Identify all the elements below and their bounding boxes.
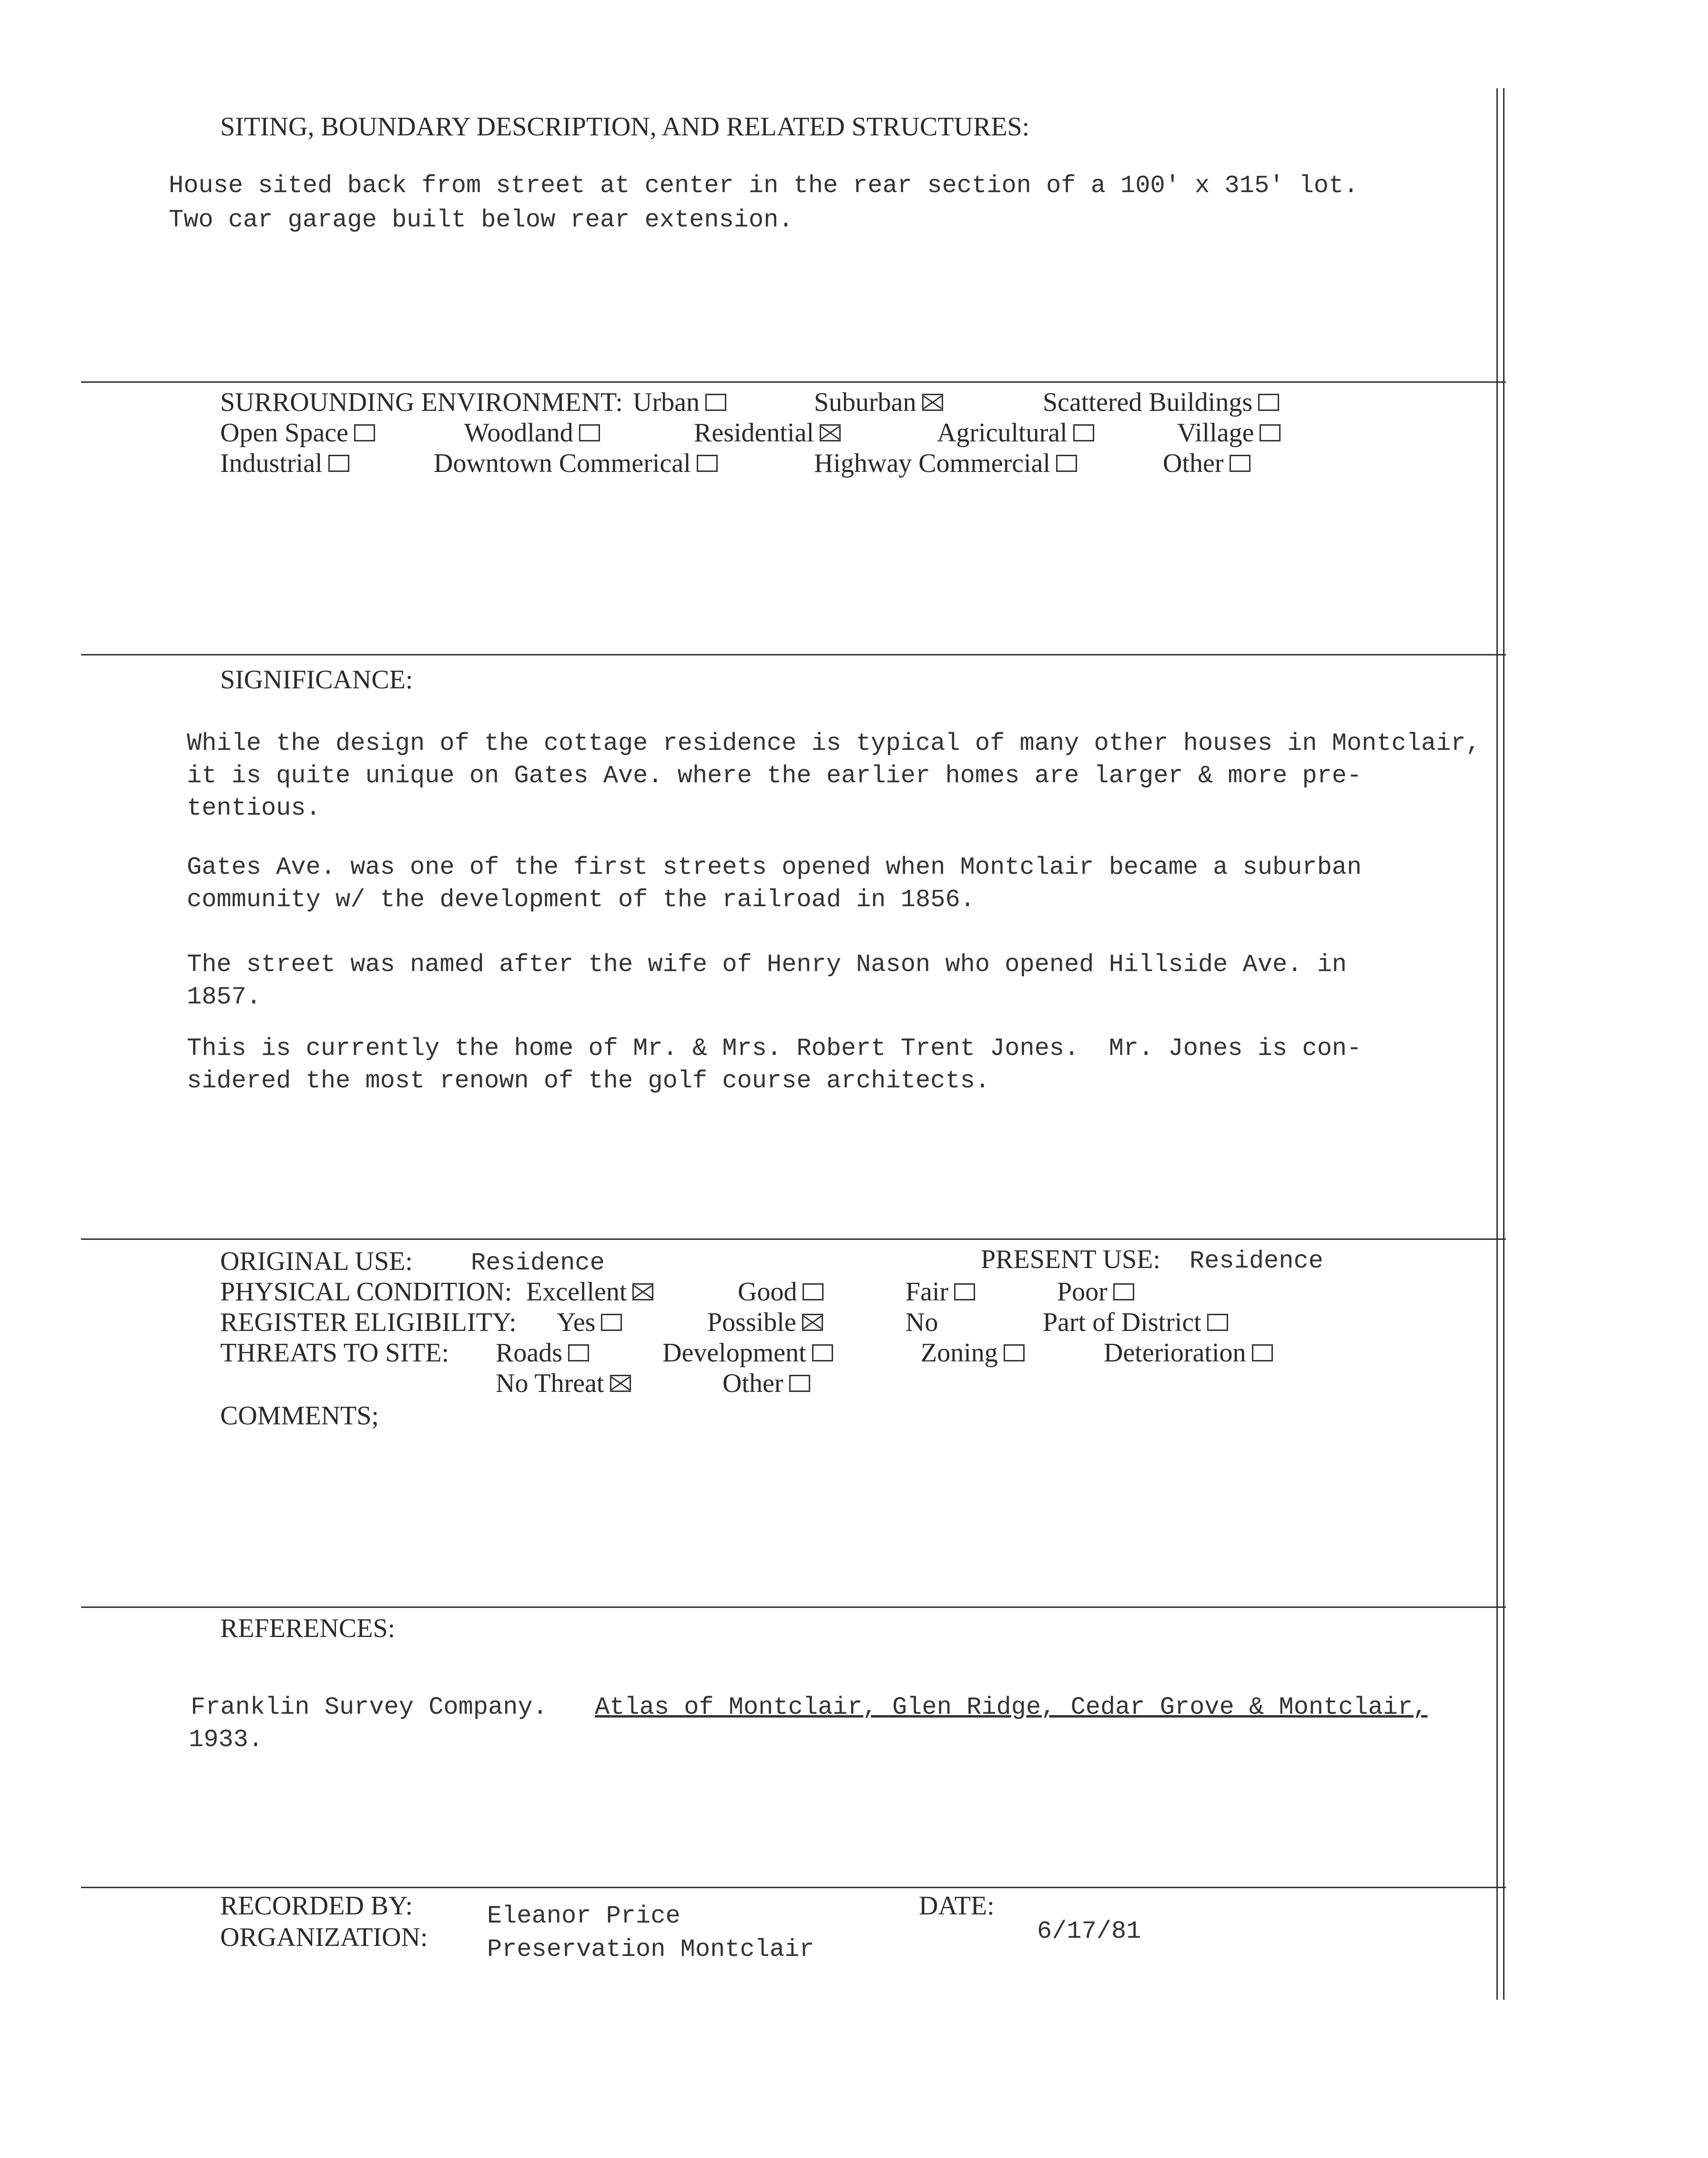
threats-label: THREATS TO SITE:	[220, 1338, 449, 1368]
siting-line-2: Two car garage built below rear extension.	[169, 206, 793, 234]
organization-value: Preservation Montclair	[487, 1935, 814, 1964]
condition-option-good[interactable]: Good	[738, 1277, 824, 1307]
date-label: DATE:	[919, 1891, 995, 1921]
env-option-other[interactable]: Other	[1163, 448, 1250, 479]
env-option-woodland[interactable]: Woodland	[464, 418, 600, 448]
env-option-open-space[interactable]: Open Space	[220, 418, 375, 448]
env-option-urban[interactable]: Urban	[633, 387, 726, 418]
checked-box-icon	[610, 1375, 631, 1392]
original-use-label: ORIGINAL USE:	[220, 1247, 413, 1276]
significance-paragraph-1: While the design of the cottage residence is typical of many other houses in Montclair, it is quite unique on Gates Ave. where the earlier homes are larger & more pre- tentious.	[187, 729, 1481, 822]
checkbox-icon	[1207, 1314, 1228, 1331]
checkbox-icon	[1004, 1344, 1025, 1361]
checkbox-icon	[1260, 424, 1281, 441]
checkbox-icon	[954, 1283, 975, 1300]
env-option-industrial[interactable]: Industrial	[220, 448, 349, 479]
checkbox-icon	[568, 1344, 589, 1361]
environment-heading: SURROUNDING ENVIRONMENT:	[220, 388, 623, 417]
eligibility-option-part-of-district[interactable]: Part of District	[1043, 1307, 1228, 1338]
divider-1	[81, 381, 1506, 383]
divider-4	[81, 1606, 1506, 1608]
threat-option-other[interactable]: Other	[722, 1368, 810, 1399]
reference-year: 1933.	[189, 1726, 264, 1754]
env-option-residential[interactable]: Residential	[694, 418, 841, 448]
checkbox-icon	[705, 394, 726, 411]
env-option-highway[interactable]: Highway Commercial	[814, 448, 1077, 479]
reference-title: Atlas of Montclair, Glen Ridge, Cedar Grove & Montclair,	[595, 1693, 1428, 1721]
checkbox-icon	[1073, 424, 1094, 441]
divider-2	[81, 654, 1506, 655]
env-option-village[interactable]: Village	[1177, 418, 1281, 448]
env-option-suburban[interactable]: Suburban	[814, 387, 943, 418]
threat-option-roads[interactable]: Roads	[496, 1338, 589, 1368]
divider-5	[81, 1887, 1506, 1888]
checkbox-icon	[803, 1283, 824, 1300]
organization-label: ORGANIZATION:	[220, 1923, 428, 1952]
checkbox-icon	[812, 1344, 833, 1361]
checkbox-icon	[1252, 1344, 1273, 1361]
reference-source: Franklin Survey Company.	[191, 1693, 548, 1721]
threat-option-development[interactable]: Development	[662, 1338, 833, 1368]
significance-paragraph-3: The street was named after the wife of Henry Nason who opened Hillside Ave. in 1857.	[187, 951, 1347, 1011]
checkbox-icon	[1230, 455, 1250, 472]
right-border-outer	[1503, 88, 1505, 2000]
significance-paragraph-2: Gates Ave. was one of the first streets opened when Montclair became a suburban community w/ the development of the railroad in 1856.	[187, 853, 1362, 914]
eligibility-option-no[interactable]: No	[905, 1308, 938, 1337]
present-use-value: Residence	[1190, 1247, 1323, 1275]
checkbox-icon	[697, 455, 718, 472]
threat-option-no-threat[interactable]: No Threat	[496, 1368, 631, 1399]
checkbox-icon	[1056, 455, 1077, 472]
siting-heading: SITING, BOUNDARY DESCRIPTION, AND RELATED STRUCTURES:	[220, 112, 1030, 142]
threat-option-deterioration[interactable]: Deterioration	[1104, 1338, 1273, 1368]
comments-label: COMMENTS;	[220, 1401, 379, 1431]
checkbox-icon	[354, 424, 375, 441]
checked-box-icon	[632, 1283, 653, 1300]
condition-option-poor[interactable]: Poor	[1057, 1277, 1134, 1307]
checked-box-icon	[802, 1314, 823, 1331]
eligibility-option-yes[interactable]: Yes	[557, 1307, 622, 1338]
condition-option-fair[interactable]: Fair	[905, 1277, 975, 1307]
divider-3	[81, 1238, 1506, 1240]
checkbox-icon	[579, 424, 600, 441]
recorded-by-label: RECORDED BY:	[220, 1891, 413, 1921]
date-value: 6/17/81	[1037, 1917, 1141, 1945]
register-eligibility-label: REGISTER ELIGIBILITY:	[220, 1308, 517, 1337]
checkbox-icon	[601, 1314, 622, 1331]
checked-box-icon	[922, 394, 943, 411]
checkbox-icon	[1258, 394, 1279, 411]
condition-option-excellent[interactable]: Excellent	[526, 1277, 653, 1307]
threat-option-zoning[interactable]: Zoning	[921, 1338, 1025, 1368]
significance-paragraph-4: This is currently the home of Mr. & Mrs. Robert Trent Jones. Mr. Jones is con- sidered the most renown of the golf course architects.	[187, 1034, 1362, 1095]
checkbox-icon	[328, 455, 349, 472]
env-option-downtown[interactable]: Downtown Commerical	[434, 448, 718, 479]
physical-condition-label: PHYSICAL CONDITION:	[220, 1277, 512, 1307]
checkbox-icon	[1113, 1283, 1134, 1300]
references-heading: REFERENCES:	[220, 1614, 396, 1643]
checked-box-icon	[820, 424, 841, 441]
eligibility-option-possible[interactable]: Possible	[707, 1307, 823, 1338]
present-use-label: PRESENT USE:	[981, 1245, 1161, 1274]
env-option-agricultural[interactable]: Agricultural	[937, 418, 1094, 448]
significance-heading: SIGNIFICANCE:	[220, 665, 413, 695]
original-use-value: Residence	[471, 1249, 605, 1277]
recorded-by-value: Eleanor Price	[487, 1902, 681, 1930]
siting-line-1: House sited back from street at center in the rear section of a 100' x 315' lot.	[169, 172, 1359, 200]
env-option-scattered[interactable]: Scattered Buildings	[1043, 387, 1279, 418]
checkbox-icon	[789, 1375, 810, 1392]
